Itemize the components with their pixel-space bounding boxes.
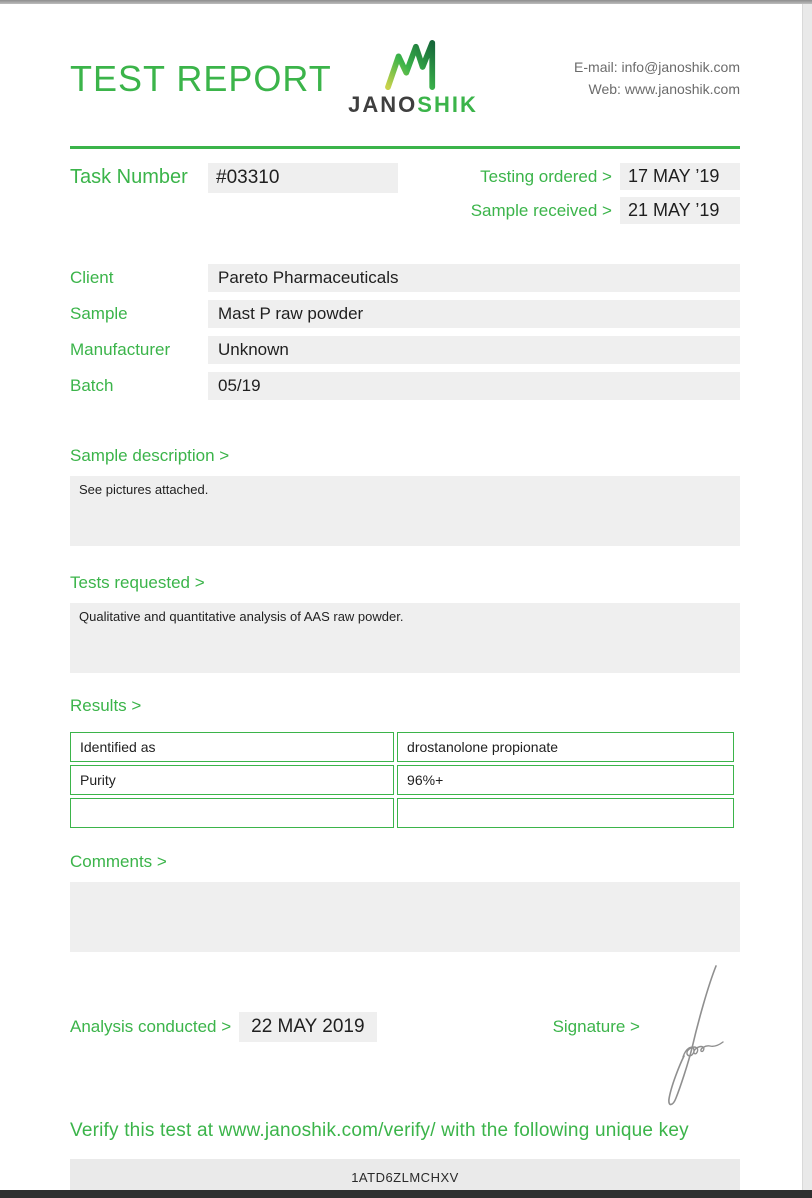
testing-ordered-value: 17 MAY ’19 [620,163,740,190]
contact-info [574,57,740,100]
sample-value: Mast P raw powder [208,300,740,328]
result-value-identified: drostanolone propionate [397,732,734,762]
info-row-sample [70,300,740,328]
tests-requested-heading: Tests requested > [70,573,205,592]
table-row [70,765,734,795]
table-row [70,798,734,828]
sample-description-heading: Sample description > [70,446,230,465]
sample-received-value: 21 MAY ’19 [620,197,740,224]
result-key-identified: Identified as [70,732,394,762]
client-label: Client [70,268,114,287]
contact-web-line [574,79,740,101]
verify-instruction: Verify this test at www.janoshik.com/verify/ with the following unique key [70,1120,689,1141]
sample-received-label: Sample received > [470,200,612,220]
web-label: Web: [588,81,621,97]
email-value: info@janoshik.com [621,59,740,76]
task-number-row [70,163,740,224]
page-edge-strip [802,4,812,1190]
info-row-batch [70,372,740,400]
contact-email-line [574,57,740,79]
batch-label: Batch [70,376,114,395]
brand-name-primary: JANO [348,92,418,117]
comments-heading: Comments > [70,852,167,871]
handwritten-signature [650,960,732,1110]
sample-label: Sample [70,304,128,323]
testing-ordered-label: Testing ordered > [480,166,612,186]
testing-ordered-row [471,163,740,190]
info-row-manufacturer [70,336,740,364]
email-label: E-mail: [574,59,618,76]
sample-received-row [471,197,740,224]
manufacturer-value: Unknown [208,336,740,364]
report-header [70,40,740,118]
client-value: Pareto Pharmaceuticals [208,264,740,292]
info-row-client [70,264,740,292]
window-top-bar [0,0,812,4]
chart-growth-icon [382,40,444,90]
task-number-label: Task Number [70,166,188,188]
analysis-signature-row [70,1012,740,1042]
verify-key-value: 1ATD6ZLMCHXV [351,1170,459,1185]
result-value-empty [397,798,734,828]
analysis-conducted-label: Analysis conducted > [70,1017,232,1036]
comments-box [70,882,740,952]
results-heading: Results > [70,696,142,715]
task-number-value: #03310 [208,163,398,193]
result-value-purity: 96%+ [397,765,734,795]
result-key-purity: Purity [70,765,394,795]
batch-value: 05/19 [208,372,740,400]
result-key-empty [70,798,394,828]
sample-description-box: See pictures attached. [70,476,740,546]
web-value: www.janoshik.com [624,81,740,97]
table-row [70,732,734,762]
sample-info-block [70,264,740,400]
brand-name-secondary: SHIK [417,92,478,117]
manufacturer-label: Manufacturer [70,340,171,359]
signature-label: Signature > [552,1017,640,1036]
window-bottom-bar [0,1190,812,1198]
report-page [0,40,812,1196]
brand-logo [348,40,478,118]
brand-wordmark [348,92,478,118]
tests-requested-box: Qualitative and quantitative analysis of AAS raw powder. [70,603,740,673]
results-table [67,729,737,831]
analysis-conducted-value: 22 MAY 2019 [239,1012,376,1042]
dates-block [471,163,740,224]
green-divider [70,146,740,149]
page-title: TEST REPORT [70,58,332,99]
